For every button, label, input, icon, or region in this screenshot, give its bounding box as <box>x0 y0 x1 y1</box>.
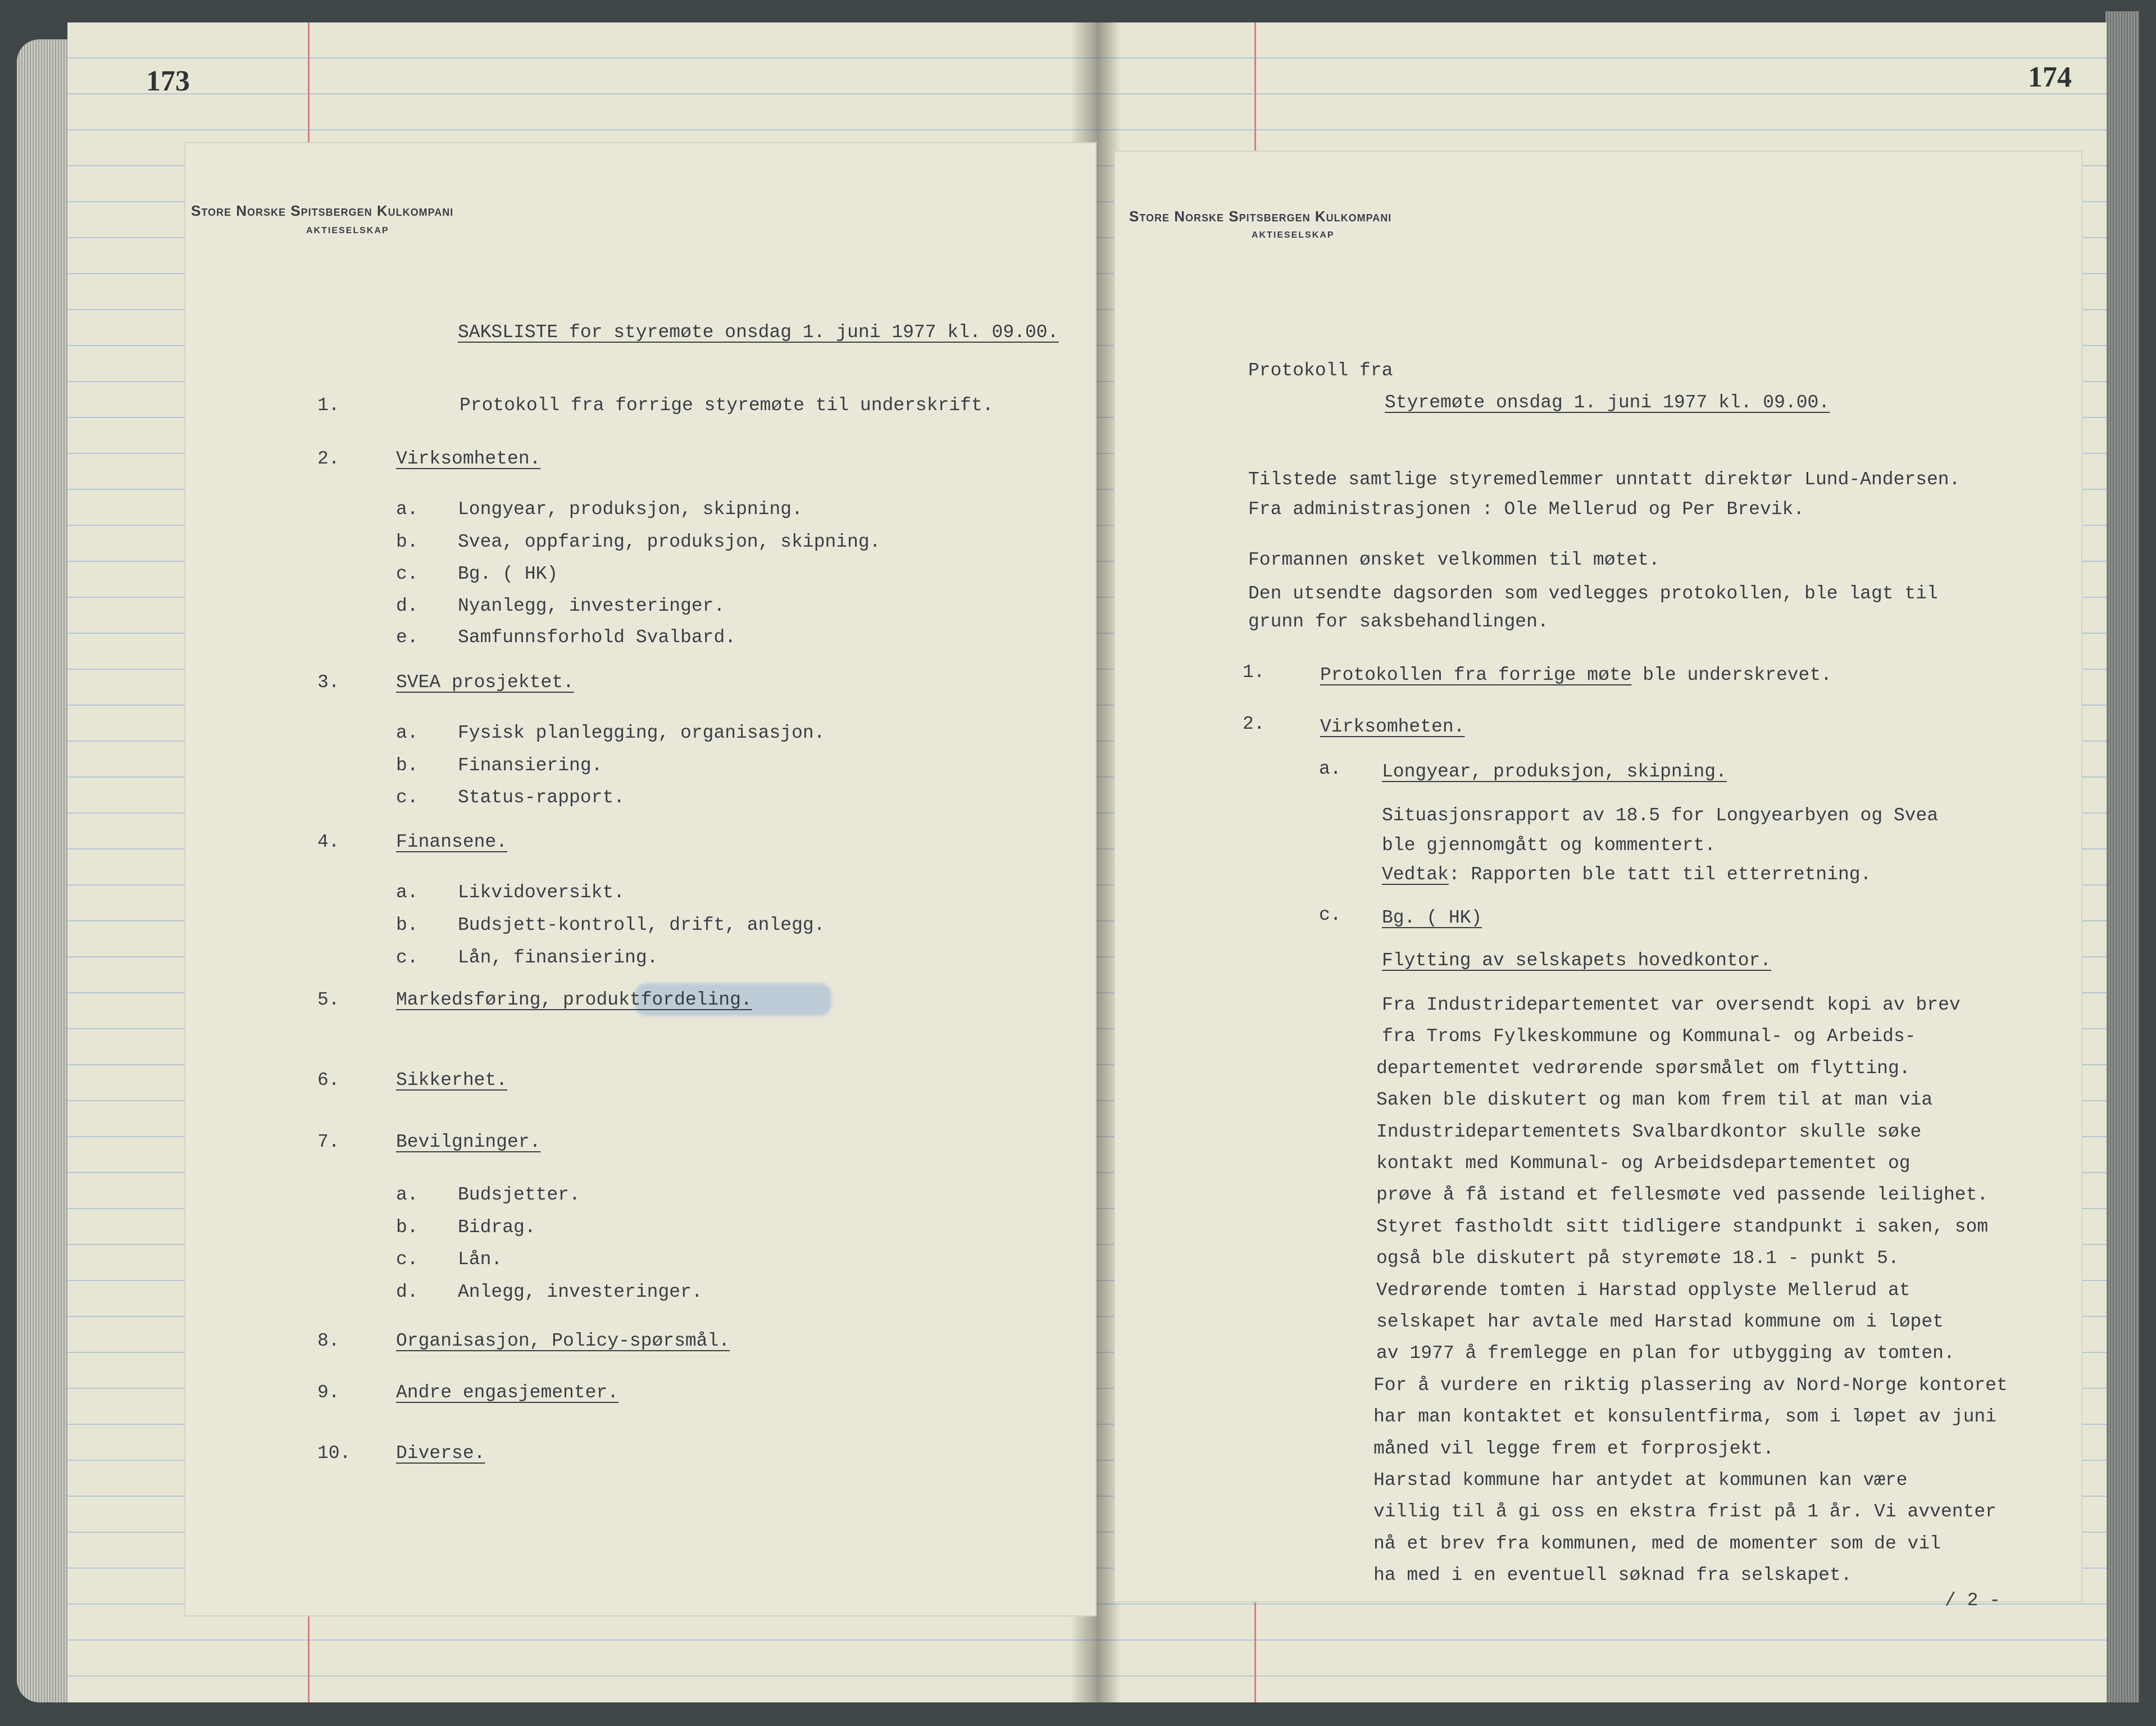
minutes-sub-c-body-line: av 1977 å fremlegge en plan for utbygging av tomten. <box>1376 1343 1955 1364</box>
agenda-subitem-letter: e. <box>396 627 419 648</box>
agenda-item-text: Sikkerhet. <box>396 1070 508 1091</box>
agenda-item-text: Virksomheten. <box>396 448 541 469</box>
vedtak-label: Vedtak <box>1382 864 1449 885</box>
agenda-subitem-text: Finansiering. <box>458 755 603 776</box>
margin-line-right-bottom <box>1254 1601 1256 1702</box>
minutes-vedtak <box>1382 865 1871 884</box>
letterhead-subhead-right: AKTIESELSKAP <box>1252 230 1335 240</box>
minutes-sub-c-body-line: kontakt med Kommunal- og Arbeidsdepartementet og <box>1376 1153 1911 1174</box>
agenda-subitem-letter: c. <box>396 1249 419 1270</box>
minutes-sub-c-body-line: måned vil legge frem et forprosjekt. <box>1373 1438 1774 1459</box>
minutes-sub-c-title: Bg. ( HK) <box>1382 907 1482 928</box>
agenda-subitem-text: Budsjetter. <box>458 1184 580 1205</box>
minutes-sub-c-body-line: prøve å få istand et fellesmøte ved passende leilighet. <box>1376 1184 1989 1206</box>
agenda-subitem-letter: a. <box>396 882 419 903</box>
agenda-subitem-letter: c. <box>396 564 419 584</box>
agenda-subitem-letter: d. <box>396 596 419 616</box>
book-page-edges-right <box>2105 11 2139 1702</box>
minutes-heading-line1: Protokoll fra <box>1248 360 1393 381</box>
agenda-item-number: 5. <box>317 989 340 1010</box>
minutes-sub-c-body-line: ha med i en eventuell søknad fra selskapet. <box>1373 1565 1852 1586</box>
intro-line: Formannen ønsket velkommen til møtet. <box>1248 549 1660 570</box>
minutes-item1-underlined: Protokollen fra forrige møte <box>1320 665 1632 685</box>
minutes-sub-c-body-line: Fra Industridepartementet var oversendt kopi av brev <box>1382 994 1961 1015</box>
letterhead-left: Store Norske Spitsbergen Kulkompani <box>191 202 454 219</box>
agenda-item-number: 4. <box>317 832 340 852</box>
agenda-subitem-letter: b. <box>396 755 419 776</box>
agenda-subitem-letter: a. <box>396 499 419 520</box>
agenda-subitem-text: Samfunnsforhold Svalbard. <box>458 627 736 648</box>
page-number-right: 174 <box>2028 61 2072 93</box>
intro-line: Tilstede samtlige styremedlemmer unntatt direktør Lund-Andersen. <box>1248 469 1961 490</box>
agenda-item-number: 1. <box>317 395 340 416</box>
minutes-sub-c-body-line: villig til å gi oss en ekstra frist på 1 år. Vi avventer <box>1373 1501 1996 1523</box>
minutes-item2-number: 2. <box>1243 714 1265 734</box>
agenda-item-number: 10. <box>317 1443 351 1464</box>
agenda-subitem-text: Status-rapport. <box>458 787 625 808</box>
minutes-sub-a-title: Longyear, produksjon, skipning. <box>1382 761 1727 782</box>
continuation-marker: / 2 - <box>1945 1590 2001 1611</box>
vedtak-text: : Rapporten ble tatt til etterretning. <box>1448 864 1872 885</box>
minutes-sub-c-body-line: fra Troms Fylkeskommune og Kommunal- og Arbeids- <box>1382 1026 1916 1047</box>
page-number-left: 173 <box>146 65 190 97</box>
agenda-subitem-letter: b. <box>396 532 419 552</box>
agenda-subitem-letter: c. <box>396 787 419 808</box>
agenda-subitem-text: Bidrag. <box>458 1217 536 1238</box>
margin-line-left-bottom <box>308 1615 310 1702</box>
minutes-sub-c-body-line: nå et brev fra kommunen, med de momenter som de vil <box>1373 1533 1941 1554</box>
intro-line: Den utsendte dagsorden som vedlegges protokollen, ble lagt til <box>1248 583 1938 604</box>
minutes-item1-rest: ble underskrevet. <box>1631 665 1832 685</box>
agenda-item-number: 8. <box>317 1330 340 1351</box>
agenda-subitem-letter: b. <box>396 915 419 935</box>
agenda-subitem-letter: c. <box>396 947 419 968</box>
minutes-sub-c-body-line: har man kontaktet et konsulentfirma, som i løpet av juni <box>1373 1406 1996 1428</box>
agenda-subitem-text: Lån. <box>458 1249 503 1270</box>
minutes-sub-a-body: ble gjennomgått og kommentert. <box>1382 835 1716 856</box>
intro-line: Fra administrasjonen : Ole Mellerud og Per Brevik. <box>1248 499 1805 520</box>
agenda-item-text: Bevilgninger. <box>396 1132 541 1152</box>
agenda-item-number: 3. <box>317 672 340 693</box>
minutes-sub-c-letter: c. <box>1319 905 1341 925</box>
minutes-sub-c-body-line: Saken ble diskutert og man kom frem til at man via <box>1376 1089 1933 1111</box>
agenda-subitem-text: Budsjett-kontroll, drift, anlegg. <box>458 915 825 935</box>
minutes-sub-c-body-line: Harstad kommune har antydet at kommunen kan være <box>1373 1470 1908 1491</box>
intro-line: grunn for saksbehandlingen. <box>1248 611 1549 632</box>
agenda-subitem-text: Anlegg, investeringer. <box>458 1282 703 1302</box>
minutes-sub-c-body-line: Vedrørende tomten i Harstad opplyste Mellerud at <box>1376 1279 1911 1301</box>
minutes-sub-c-subtitle: Flytting av selskapets hovedkontor. <box>1382 950 1772 971</box>
agenda-item-text: Andre engasjementer. <box>396 1382 619 1403</box>
agenda-item-number: 2. <box>317 448 340 469</box>
minutes-sub-c-body-line: også ble diskutert på styremøte 18.1 - punkt 5. <box>1376 1248 1899 1269</box>
agenda-item-text: Protokoll fra forrige styremøte til underskrift. <box>460 395 994 416</box>
agenda-subitem-text: Nyanlegg, investeringer. <box>458 596 725 616</box>
agenda-item-number: 7. <box>317 1132 340 1152</box>
agenda-subitem-letter: d. <box>396 1282 419 1302</box>
margin-line-left <box>308 22 310 143</box>
agenda-subitem-text: Longyear, produksjon, skipning. <box>458 499 803 520</box>
agenda-item-number: 9. <box>317 1382 340 1403</box>
agenda-subitem-text: Fysisk planlegging, organisasjon. <box>458 723 825 743</box>
agenda-title: SAKSLISTE for styremøte onsdag 1. juni 1977 kl. 09.00. <box>458 322 1059 343</box>
letterhead-right: Store Norske Spitsbergen Kulkompani <box>1129 208 1392 225</box>
minutes-sub-c-body-line: Styret fastholdt sitt tidligere standpunkt i saken, som <box>1376 1216 1989 1237</box>
agenda-subitem-letter: b. <box>396 1217 419 1238</box>
agenda-item-text: Diverse. <box>396 1443 485 1464</box>
agenda-subitem-text: Lån, finansiering. <box>458 947 658 968</box>
agenda-subitem-letter: a. <box>396 1184 419 1205</box>
agenda-subitem-text: Bg. ( HK) <box>458 564 558 584</box>
letterhead-subhead-left: AKTIESELSKAP <box>306 226 389 235</box>
agenda-item-text: Finansene. <box>396 832 508 852</box>
agenda-subitem-letter: a. <box>396 723 419 743</box>
minutes-sub-a-body: Situasjonsrapport av 18.5 for Longyearbyen og Svea <box>1382 805 1939 826</box>
margin-line-right <box>1254 22 1256 152</box>
minutes-item2-title: Virksomheten. <box>1320 716 1465 737</box>
minutes-sub-a-letter: a. <box>1319 758 1341 779</box>
minutes-sub-c-body-line: Industridepartementets Svalbardkontor skulle søke <box>1376 1121 1922 1142</box>
agenda-subitem-text: Likvidoversikt. <box>458 882 625 903</box>
minutes-sub-c-body-line: For å vurdere en riktig plassering av Nord-Norge kontoret <box>1373 1374 2008 1396</box>
minutes-sub-c-body-line: selskapet har avtale med Harstad kommune om i løpet <box>1376 1311 1944 1332</box>
minutes-item1-number: 1. <box>1243 662 1265 683</box>
agenda-subitem-text: Svea, oppfaring, produksjon, skipning. <box>458 532 881 552</box>
minutes-heading-line2: Styremøte onsdag 1. juni 1977 kl. 09.00. <box>1385 392 1830 413</box>
agenda-item-text: Markedsføring, produktfordeling. <box>396 989 752 1010</box>
agenda-item-text: SVEA prosjektet. <box>396 672 574 693</box>
minutes-item1 <box>1320 666 1832 684</box>
minutes-sub-c-body-line: departementet vedrørende spørsmålet om flytting. <box>1376 1057 1911 1079</box>
agenda-item-text: Organisasjon, Policy-spørsmål. <box>396 1330 730 1351</box>
agenda-item-number: 6. <box>317 1070 340 1091</box>
